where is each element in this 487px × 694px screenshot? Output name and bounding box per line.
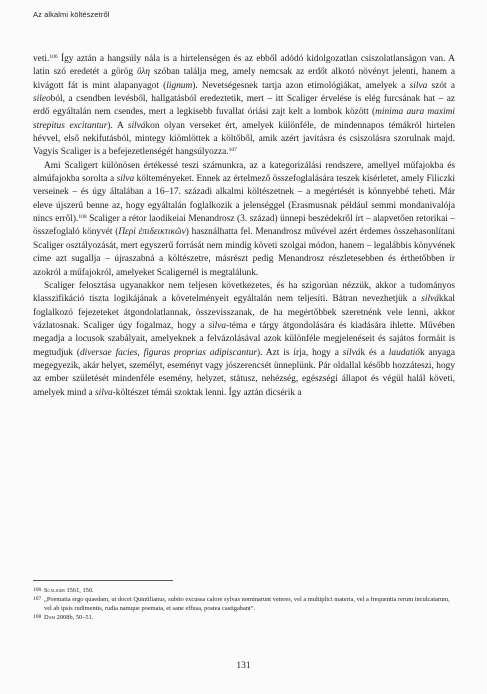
text-run: Így aztán a hangsúly nála is a hirtelenségen és az ebből adódó kidolgozatlan csiszolatlanságon van. A latin szó eredetét a görög	[33, 54, 455, 78]
text-run: ). A	[107, 120, 128, 131]
italic-text: silva	[409, 80, 428, 91]
italic-text: silva	[116, 174, 135, 185]
italic-text: minima aura maximi strepitus excitantur	[33, 107, 455, 131]
italic-text: ὕλη	[137, 67, 150, 78]
text-run: -téma e tárgy átgondolására és kiadására ihlette. Művében megadja a locusok szabályait, amelyeknek a felvázolásával azok különféle megjelenéseit és sajátos formáit is megtudjuk (	[33, 320, 455, 358]
italic-text: silvá	[127, 120, 146, 131]
text-run: Scaliger a rétor laodikeiai Menandrosz (3. század) ünnepi beszédekről írt – alapvetően retorikai – összefoglaló könyvét (	[33, 214, 455, 238]
paragraph	[33, 53, 455, 160]
footnote-ref: 108	[78, 214, 87, 221]
text-run: 1561, 150.	[64, 587, 94, 594]
text-run: szót a	[427, 80, 455, 91]
text-run: ) használhatta fel. Menandrosz művével azért érdemes összehasonlítani Scaliger osztályozását, mert egyszerű forrását nem mindig követi szolgai módon, hanem – legalábbis könyvének címe azt sugallja – újraszabná a költészetre, másrészt pedig Menandrosz részletesebben és érthetőbben ír azokról a műfajokról, amelyeket Scaligernél is megtalálunk.	[33, 227, 455, 278]
footnote-ref: 107	[228, 147, 237, 154]
footnote-ref: 106	[49, 54, 58, 60]
author-name: Dam	[44, 614, 56, 621]
text-run: 2008b, 50–51.	[55, 614, 94, 621]
text-run: szóban találja meg, amely nemcsak az erdőt alkotó növényt jelenti, hanem a kivágott fát is mint alapanyagot (	[33, 67, 455, 91]
footnote-divider	[33, 580, 173, 581]
text-run: Scaliger felosztása ugyanakkor nem teljesen következetes, és ha szigorúan nézzük, akkor a tudományos klasszifikáció tiszta logikájának a követelményeit egyáltalán nem teljesíti. Bátran nevezhetjük a	[33, 280, 455, 305]
footnote-number: 107	[33, 596, 42, 602]
italic-text: Περὶ ἐπιδεικτικῶν	[118, 227, 186, 238]
italic-text: lignum	[166, 80, 193, 91]
text-run: ). Azt is írja, hogy a	[257, 347, 343, 358]
text-run: kkal foglalkozó fejezeteket átgondolatlannak, összevisszanak, de ha megértőbbek szeretnénk vele lenni, akkor vázlatosnak. Scaliger úgy fogalmaz, hogy a	[33, 294, 455, 331]
footnote-text	[44, 587, 94, 594]
footnote	[33, 586, 455, 595]
text-run: k anyaga megegyezik, akár helyet, személyt, eseményt vagy jószerencsét ünneplünk. Pár oldallal később hozzáteszi, hogy az ember születését mindenféle esemény, helyzet, státusz, nehézség, egészségi állapot és végül halál követi, amelyek mind a	[33, 347, 455, 398]
footnotes	[33, 586, 455, 622]
text-run: ). Nevetségesnek tartja azon etimológiákat, amelyek a	[192, 80, 410, 91]
footnote	[33, 613, 455, 622]
italic-text: laudatió	[388, 347, 420, 358]
footnote-text	[44, 596, 450, 612]
italic-text: silvá	[342, 347, 361, 358]
author-name: Scaliger	[44, 587, 65, 594]
page-number: 131	[236, 661, 251, 671]
text-run: költeményeket. Ennek az értelmező összefoglalására teszek kísérletet, amely Filiczki verseinek – és úgy általában a 16–17. századi alkalmi költészetnek – a megértését is könnyebbé teheti. Már eleve újszerű benne az, hogy egyáltalán foglalkozik a jelenséggel (Erasmusnak például semmi mondanivalója nincs erről).	[33, 174, 455, 225]
running-header: Az alkalmi költészetről	[33, 10, 110, 19]
italic-text: diversae facies, figuras proprias adipiscantur	[80, 347, 258, 358]
footnote-number: 106	[33, 587, 42, 593]
text-run: veti.	[33, 54, 50, 64]
italic-text: silva	[208, 320, 227, 331]
text-run: kon olyan verseket ért, amelyek különféle, de mindennapos témákról hirtelen hévvel, első nekifutásból, mintegy kiömlöttek a költőből, amik azért javításra és csiszolásra szorulnak majd. Vagyis Scaliger is a befejezetlenségét hangsúlyozza.	[33, 120, 456, 158]
text-run: „Poematia ergo quaedam, ut docet Quintilianus, subito excussa calore sylvas nominarunt veteres, vel a multiplici materia, vel a frequentia rerum inculcatarum, vel ab ipsis rudimentis, rudia namque poemata, et sane effusa, postea castigabant”.	[44, 596, 450, 612]
italic-text: sileo	[33, 94, 51, 105]
text-run: ból, a csendben levésből, hallgatásból eredeztetik, mert – itt Scaliger érvelése is elég furcsának hat – az erdő egyáltalán nem csendes, mert a legkisebb fuvallat óriási zajt kelt a lombok között (	[33, 94, 455, 118]
footnote	[33, 595, 455, 613]
paragraph	[33, 280, 455, 400]
footnote-text	[44, 614, 93, 621]
main-text	[33, 53, 455, 400]
italic-text: silva	[95, 387, 113, 398]
text-run: k és a	[360, 347, 389, 358]
paragraph	[33, 160, 455, 280]
text-run: -költészet témái szoktak lenni. Így aztán dicsérik a	[112, 387, 302, 398]
italic-text: silvá	[421, 294, 439, 305]
text-run: Ami Scaligert különösen értékessé teszi számunkra, az a kategorizálási rendszere, amellyel műfajokba és almúfajokba sorolta a	[33, 160, 455, 185]
footnote-number: 108	[33, 614, 42, 620]
